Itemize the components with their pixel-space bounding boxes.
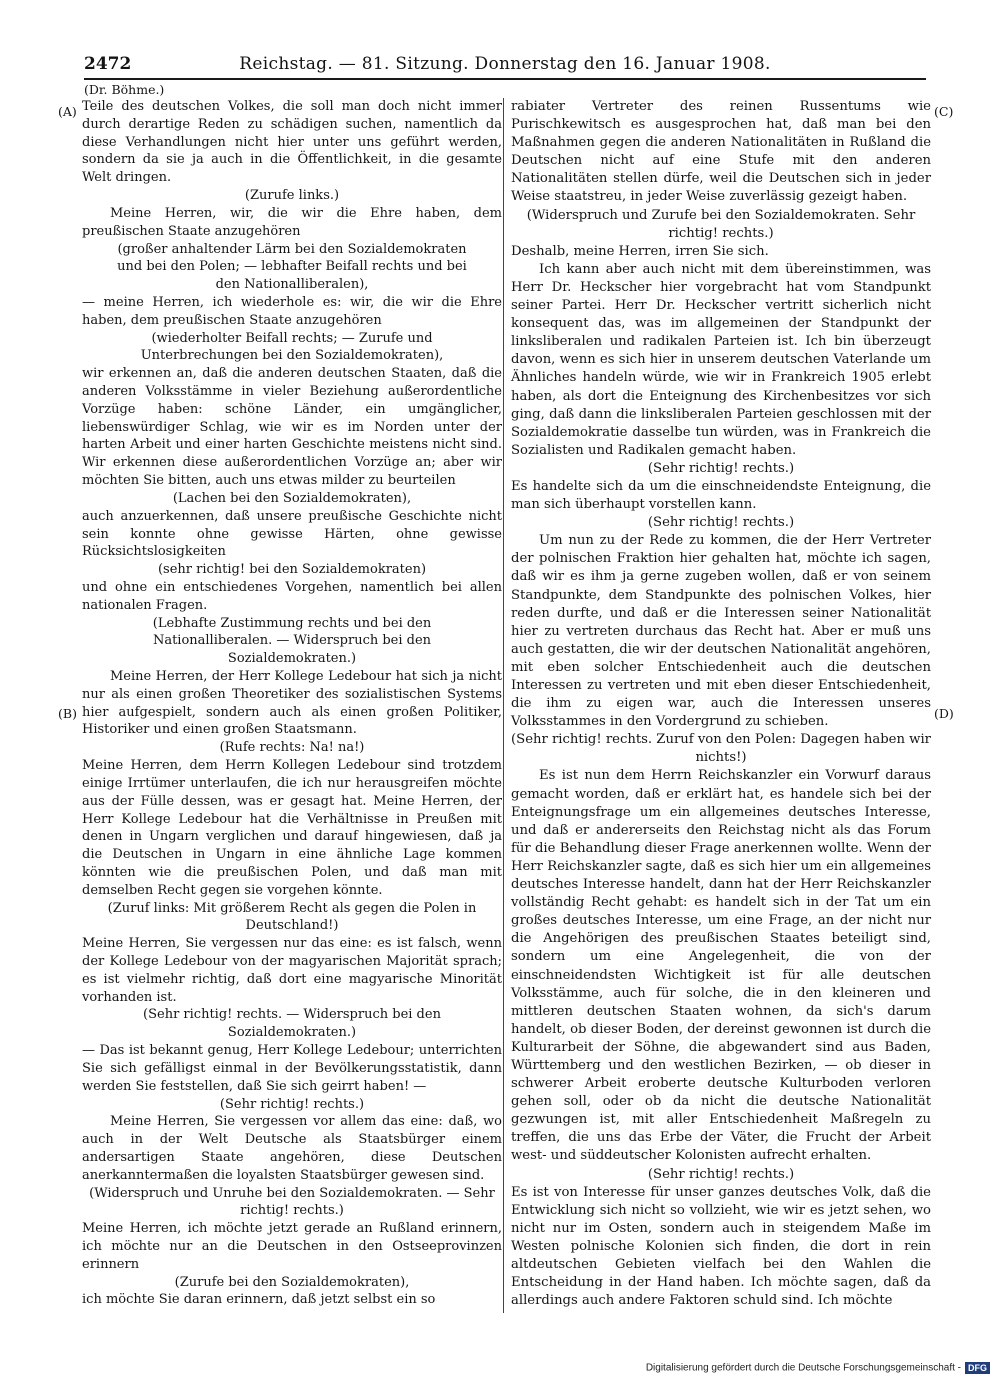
paragraph: Es ist von Interesse für unser ganzes deutsches Volk, daß die Entwicklung sich nicht so vollzieht, wie wir es jetzt sehen, wo nicht nur im Osten, sondern auch in steigendem Maße im Westen polnische Kolonien sich finden, die dort in rein altdeutschen Gebieten vielfach bei den Wahlen die Entscheidung in der Hand haben. Ich möchte sagen, daß da allerdings auch andere Faktoren schuld sind. Ich möchte <box>511 1184 931 1309</box>
paragraph: wir erkennen an, daß die anderen deutschen Staaten, daß die anderen Volksstämme in vieler Beziehung außerordentliche Vorzüge haben: schöne Länder, ein umgänglicher, liebenswürdiger Schlag, wie wir es im Norden unter der harten Arbeit und einer harten Geschichte meistens nicht sind. Wir erkennen diese außerordentlichen Vorzüge an; aber wir möchten Sie bitten, auch uns etwas milder zu beurteilen <box>82 366 502 489</box>
paragraph: Meine Herren, ich möchte jetzt gerade an Rußland erinnern, ich möchte nur an die Deutschen in den Ostseeprovinzen erinnern <box>82 1221 502 1272</box>
column-separator <box>503 98 504 1313</box>
left-column <box>82 98 502 1309</box>
paragraph: Meine Herren, dem Herrn Kollegen Ledebour sind trotzdem einige Irrtümer unterlaufen, die ich nur herausgreifen möchte aus der Fülle dessen, was er gesagt hat. Meine Herren, der Herr Kollege Ledebour hat die Verhältnisse in Preußen mit denen in Ungarn verglichen und darauf hingewiesen, daß ja die Deutschen in Ungarn in eine ähnliche Lage kommen könnten wie die preußischen Polen, und daß man mit demselben Recht gegen sie vorgehen könnte. <box>82 758 502 898</box>
interjection: (Lachen bei den Sozialdemokraten), <box>172 490 412 506</box>
paragraph: auch anzuerkennen, daß unsere preußische Geschichte nicht sein konnte ohne gewisse Härten, ohne gewisse Rücksichtslosigkeiten <box>82 508 502 560</box>
paragraph: Meine Herren, wir, die wir die Ehre haben, dem preußischen Staate anzugehören <box>82 205 502 239</box>
interjection: (Sehr richtig! rechts. Zuruf von den Polen: Dagegen haben wir nichts!) <box>511 732 931 766</box>
interjection: (Sehr richtig! rechts.) <box>647 460 795 476</box>
interjection: (Widerspruch und Unruhe bei den Sozialdemokraten. — Sehr richtig! rechts.) <box>89 1185 495 1219</box>
footer-credit: Digitalisierung gefördert durch die Deutsche Forschungsgemeinschaft - <box>645 1362 961 1374</box>
interjection: (Sehr richtig! rechts. — Widerspruch bei den Sozialdemokraten.) <box>143 1007 441 1041</box>
paragraph: Um nun zu der Rede zu kommen, die der Herr Vertreter der polnischen Fraktion hier gehalten hat, möchte ich sagen, daß wir es ihm ja gerne zugeben wollen, daß er von seinem Standpunkte, dem Standpunkte des polnischen Volkes, hier reden durfte, und daß er die Interessen seiner Nationalität hier zu vertreten durchaus das Recht hat. Aber er muß uns auch gestatten, die wir der deutschen Nationalität angehören, mit eben solcher Entschiedenheit auch die deutschen Interessen zu vertreten und mit eben dieser Entschiedenheit, die ihm zu eigen war, auch die Interessen unseres Volksstammes in den Vordergrund zu schieben. <box>511 533 931 730</box>
margin-mark-b: (B) <box>58 706 77 721</box>
interjection: (Sehr richtig! rechts.) <box>219 1096 365 1112</box>
interjection: (Sehr richtig! rechts.) <box>647 1166 795 1182</box>
interjection: (Zurufe links.) <box>244 188 340 204</box>
interjection: (Zuruf links: Mit größerem Recht als gegen die Polen in Deutschland!) <box>107 900 477 934</box>
interjection: (Sehr richtig! rechts.) <box>647 515 795 531</box>
paragraph: Meine Herren, Sie vergessen nur das eine: es ist falsch, wenn der Kollege Ledebour von der magyarischen Majorität sprach; es ist vielmehr richtig, daß dort eine magyarische Minorität vorhanden ist. <box>82 936 502 1005</box>
margin-mark-c: (C) <box>934 104 954 119</box>
interjection: (wiederholter Beifall rechts; — Zurufe und Unterbrechungen bei den Sozialdemokraten), <box>140 330 444 364</box>
paragraph: Meine Herren, Sie vergessen vor allem das eine: daß, wo auch in der Welt Deutsche als Staatsbürger einem andersartigen Staate angehören, diese Deutschen anerkanntermaßen die loyalsten Staatsbürger gewesen sind. <box>82 1114 502 1183</box>
interjection: (Lebhafte Zustimmung rechts und bei den Nationalliberalen. — Widerspruch bei den Sozialdemokraten.) <box>152 615 432 667</box>
margin-mark-d: (D) <box>934 706 954 721</box>
paragraph: Meine Herren, der Herr Kollege Ledebour hat sich ja nicht nur als einen großen Theoretiker des sozialistischen Systems hier aufgespielt, sondern auch als einen großen Politiker, Historiker und einen großen Staatsmann. <box>82 669 502 738</box>
page-header <box>84 53 926 77</box>
paragraph: Teile des deutschen Volkes, die soll man doch nicht immer durch derartige Reden zu schädigen suchen, namentlich da diese Verhandlungen nicht hier unter uns geführt werden, sondern da sie ja auch in die Öffentlichkeit, in die gesamte Welt dringen. <box>82 99 502 186</box>
paragraph: Es handelte sich da um die einschneidendste Enteignung, die man sich überhaupt vorstellen kann. <box>511 478 931 513</box>
dfg-logo: DFG <box>965 1362 990 1374</box>
paragraph: Es ist nun dem Herrn Reichskanzler ein Vorwurf daraus gemacht worden, daß er erklärt hat, es handele sich bei der Enteignungsfrage um ein allgemeines deutsches Interesse, und daß er andererseits den Reichstag nicht als das Forum für die Behandlung dieser Frage anerkennen wollte. Wenn der Herr Reichskanzler sagte, daß es sich hier um ein allgemeines deutsches Interesse handelt, dann hat der Herr Reichskanzler vollständig Recht gehabt: es handelt sich in der Tat um ein großes deutsches Interesse, um eine Frage, an der nicht nur die Angehörigen des preußischen Staates beteiligt sind, sondern um eine Angelegenheit, die von der einschneidendsten Wichtigkeit ist für alle deutschen Volksstämme, auch für solche, die in den kleineren und mittleren deutschen Staaten wohnen, da sich's darum handelt, ob dieser Boden, der dereinst gewonnen ist durch die Kulturarbeit der Söhne, die abgewandert sind aus Baden, Württemberg und den westlichen Bezirken, — ob dieser in schwerer Arbeit eroberte deutsche Kulturboden verloren gehen soll, oder ob da nicht die deutsche Nationalität gezwungen ist, mit aller Entschiedenheit Maßregeln zu treffen, die uns das Erbe der Väter, die Frucht der Arbeit west- und süddeutscher Kolonisten aufrecht erhalten. <box>511 768 931 1164</box>
paragraph: Deshalb, meine Herren, irren Sie sich. <box>511 243 769 259</box>
interjection: (Widerspruch und Zurufe bei den Sozialdemokraten. Sehr richtig! rechts.) <box>526 207 916 241</box>
interjection: (Zurufe bei den Sozialdemokraten), <box>174 1274 410 1290</box>
page-number: 2472 <box>84 54 132 74</box>
paragraph: — meine Herren, ich wiederhole es: wir, die wir die Ehre haben, dem preußischen Staate anzugehören <box>82 294 502 328</box>
interjection: (Rufe rechts: Na! na!) <box>219 740 365 756</box>
interjection: (großer anhaltender Lärm bei den Sozialdemokraten und bei den Polen; — lebhafter Beifall rechts und bei den Nationalliberalen), <box>117 241 467 293</box>
running-title: Reichstag. — 81. Sitzung. Donnerstag den 16. Januar 1908. <box>239 54 771 74</box>
paragraph: — Das ist bekannt genug, Herr Kollege Ledebour; unterrichten Sie sich gefälligst einmal in der Bevölkerungsstatistik, dann werden Sie feststellen, daß Sie sich geirrt haben! — <box>82 1043 502 1094</box>
interjection: (sehr richtig! bei den Sozialdemokraten) <box>157 562 427 578</box>
paragraph: ich möchte Sie daran erinnern, daß jetzt selbst ein so <box>82 1292 436 1308</box>
paragraph: Ich kann aber auch nicht mit dem übereinstimmen, was Herr Dr. Heckscher hier vorgebracht hat vom Standpunkt seiner Partei. Herr Dr. Heckscher vertritt sicherlich nicht konsequent das, was im allgemeinen der Standpunkt der linksliberalen und radikalen Parteien ist. Ich bin überzeugt davon, wenn es sich hier in unserem deutschen Vaterlande um Ähnliches handeln würde, wie wir in Frankreich 1905 erlebt haben, als dort die Enteignung des Kirchenbesitzes vor sich ging, daß dann die linksliberalen Parteien geschlossen mit der Sozialdemokratie dasselbe tun würden, was in Frankreich die Sozialisten und Radikalen gemacht haben. <box>511 261 931 458</box>
paragraph: rabiater Vertreter des reinen Russentums wie Purischkewitsch es ausgesprochen hat, daß man bei den Maßnahmen gegen die anderen Nationalitäten in Rußland die Deutschen nicht auf eine Stufe mit den anderen Nationalitäten stellen dürfe, weil die Deutschen sich in jeder Weise staatstreu, in jeder Weise zuverlässig gezeigt haben. <box>511 99 931 205</box>
paragraph: und ohne ein entschiedenes Vorgehen, namentlich bei allen nationalen Fragen. <box>82 579 502 613</box>
speaker-name: (Dr. Böhme.) <box>84 82 165 97</box>
margin-mark-a: (A) <box>58 104 77 119</box>
page-footer <box>600 1362 990 1375</box>
right-column <box>511 98 931 1310</box>
header-rule <box>84 78 926 80</box>
